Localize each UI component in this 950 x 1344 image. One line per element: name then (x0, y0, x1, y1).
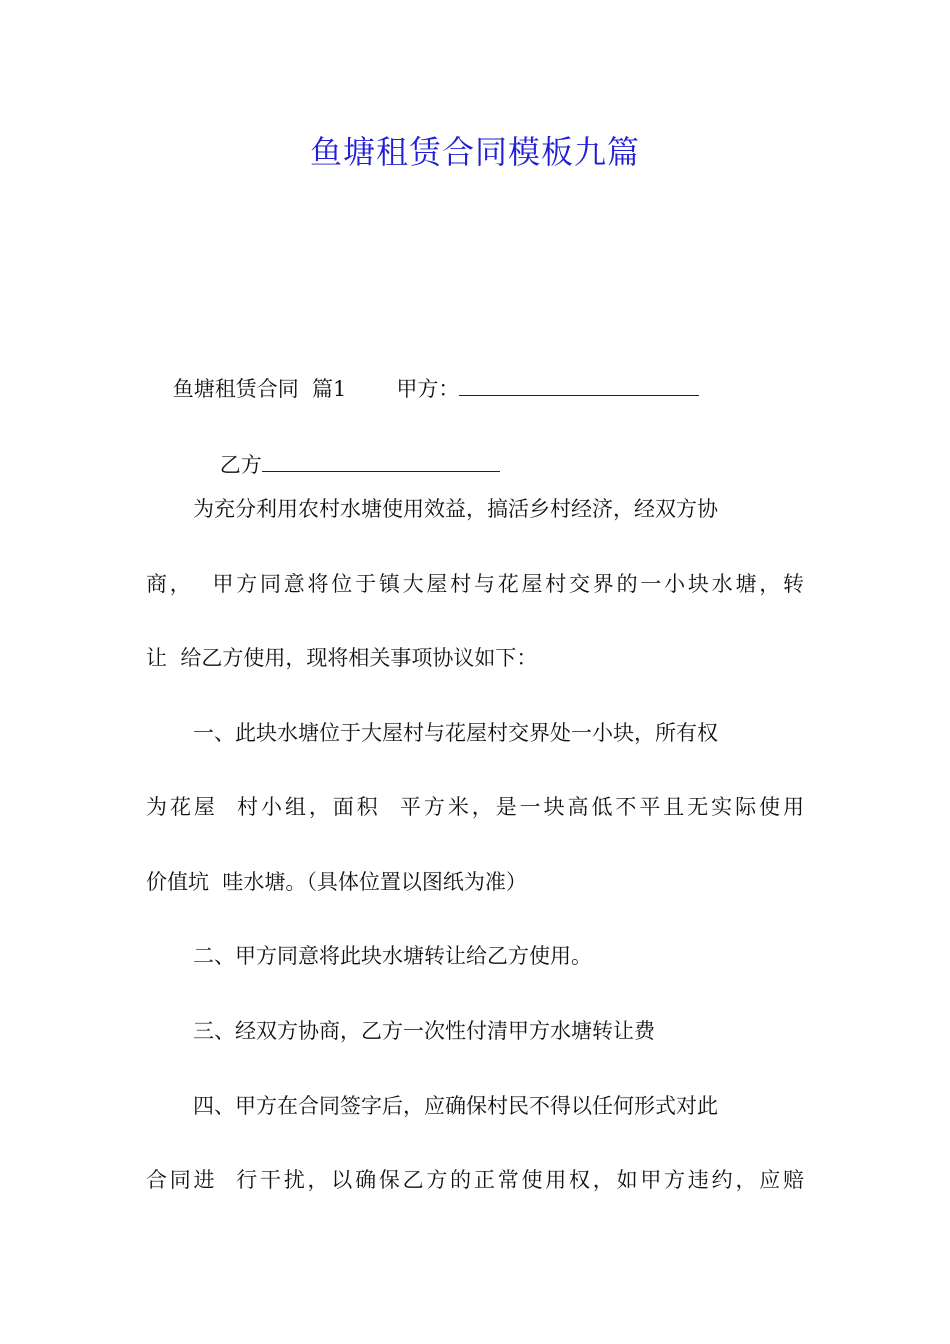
section-heading: 鱼塘租赁合同 篇1 (172, 377, 347, 401)
clause-line: 为花屋 村小组，面积 平方米，是一块高低不平且无实际使用 (146, 795, 804, 819)
paragraph-line: 为充分利用农村水塘使用效益，搞活乡村经济，经双方协 (193, 497, 718, 521)
paragraph-line: 让 给乙方使用，现将相关事项协议如下： (146, 646, 538, 670)
party-a-label: 甲方： (396, 377, 460, 401)
clause-line: 价值坑 哇水塘。（具体位置以图纸为准） (146, 870, 527, 894)
party-b-label: 乙方 (219, 453, 262, 477)
clause-line: 四、甲方在合同签字后，应确保村民不得以任何形式对此 (193, 1094, 718, 1118)
clause-line: 二、甲方同意将此块水塘转让给乙方使用。 (193, 944, 592, 968)
clause-line: 一、此块水塘位于大屋村与花屋村交界处一小块，所有权 (193, 721, 718, 745)
clause-line: 合同进 行干扰，以确保乙方的正常使用权，如甲方违约，应赔 (146, 1168, 804, 1192)
party-b-blank[interactable] (262, 451, 500, 472)
clause-line: 三、经双方协商，乙方一次性付清甲方水塘转让费 (193, 1019, 655, 1043)
party-a-blank[interactable] (459, 375, 699, 396)
document-title: 鱼塘租赁合同模板九篇 (309, 133, 640, 171)
paragraph-line: 商， 甲方同意将位于镇大屋村与花屋村交界的一小块水塘，转 (146, 572, 804, 596)
